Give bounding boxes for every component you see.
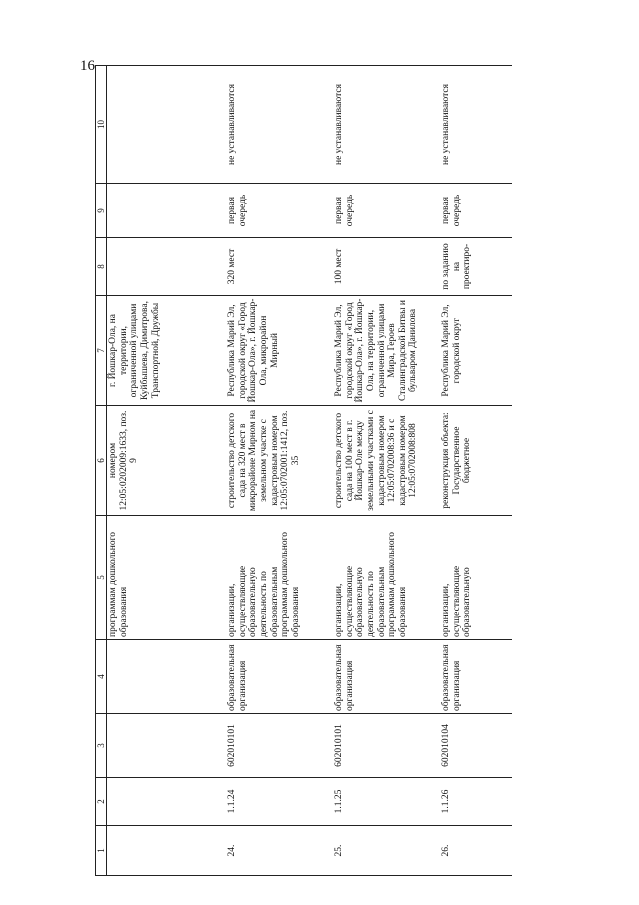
col-header-6: 6: [96, 406, 107, 516]
col-header-8: 8: [96, 238, 107, 296]
cell-stage: первая очередь: [435, 184, 512, 238]
col-header-4: 4: [96, 640, 107, 714]
page-number: 16: [80, 58, 95, 74]
col-header-3: 3: [96, 714, 107, 778]
cell-classifier: 602010101: [328, 714, 435, 778]
cell-classifier: [107, 714, 222, 778]
cell-stage: [107, 184, 222, 238]
col-header-2: 2: [96, 778, 107, 826]
table-row-continuation: [107, 66, 222, 876]
rotated-table-sheet: [95, 66, 525, 876]
cell-number: 25.: [328, 826, 435, 876]
table-row-26: [435, 66, 512, 876]
cell-capacity: [107, 238, 222, 296]
cell-capacity: 320 мест: [221, 238, 328, 296]
cell-zones: не устанавливаются: [328, 66, 435, 184]
cell-purpose: программам дошкольного образования: [107, 516, 222, 640]
cell-type: [107, 640, 222, 714]
col-header-1: 1: [96, 826, 107, 876]
cell-description: строительство детского сада на 100 мест в г. Йошкар-Оле между земельными участками с кадастровым номером 12:05:0702008:36 и с кадастровым номером 12:05:0702008:808: [328, 406, 435, 516]
header-row: [96, 66, 107, 876]
cell-classifier: 602010104: [435, 714, 512, 778]
cell-type: образовательная организация: [221, 640, 328, 714]
cell-stage: первая очередь: [328, 184, 435, 238]
cell-number: 26.: [435, 826, 512, 876]
cell-location: Республика Марий Эл, городской округ «Город Йошкар-Ола», г. Йошкар-Ола, микрорайон Мирный: [221, 296, 328, 406]
cell-number: [107, 826, 222, 876]
cell-zones: [107, 66, 222, 184]
col-header-9: 9: [96, 184, 107, 238]
cell-type: образовательная организация: [328, 640, 435, 714]
cell-classifier: 602010101: [221, 714, 328, 778]
cell-purpose: организации, осуществляющие образовательную деятельность по образовательным программам дошкольного образования: [328, 516, 435, 640]
cell-zones: не устанавливаются: [435, 66, 512, 184]
col-header-5: 5: [96, 516, 107, 640]
cell-capacity: по заданию на проектиро-: [435, 238, 512, 296]
col-header-10: 10: [96, 66, 107, 184]
cell-zones: не устанавливаются: [221, 66, 328, 184]
cell-purpose: организации, осуществляющие образовательную деятельность по образовательным программам дошкольного образования: [221, 516, 328, 640]
cell-location: Республика Марий Эл, городской округ: [435, 296, 512, 406]
cell-code: 1.1.26: [435, 778, 512, 826]
table-row-25: [328, 66, 435, 876]
cell-stage: первая очередь: [221, 184, 328, 238]
col-header-7: 7: [96, 296, 107, 406]
cell-code: [107, 778, 222, 826]
data-table: [95, 65, 512, 876]
cell-location: г. Йошкар-Ола, на территории, ограниченной улицами Куйбышева, Димитрова, Транспортной, Дружбы: [107, 296, 222, 406]
cell-capacity: 100 мест: [328, 238, 435, 296]
cell-type: образовательная организация: [435, 640, 512, 714]
cell-description: реконструкция объекта: Государственное бюджетное: [435, 406, 512, 516]
table-row-24: [221, 66, 328, 876]
cell-code: 1.1.24: [221, 778, 328, 826]
cell-number: 24.: [221, 826, 328, 876]
cell-description: строительство детского сада на 320 мест в микрорайоне Мирном на земельном участке с кадастровым номером 12:05:0702001:1412, поз. 35: [221, 406, 328, 516]
cell-description: номером 12:05:0202009:1633, поз. 9: [107, 406, 222, 516]
cell-code: 1.1.25: [328, 778, 435, 826]
cell-purpose: организации, осуществляющие образовательную: [435, 516, 512, 640]
cell-location: Республика Марий Эл, городской округ «Город Йошкар-Ола», г. Йошкар-Ола, на территории, ограниченной улицами Мира, Героев Сталинградской Битвы и бульваром Данилова: [328, 296, 435, 406]
